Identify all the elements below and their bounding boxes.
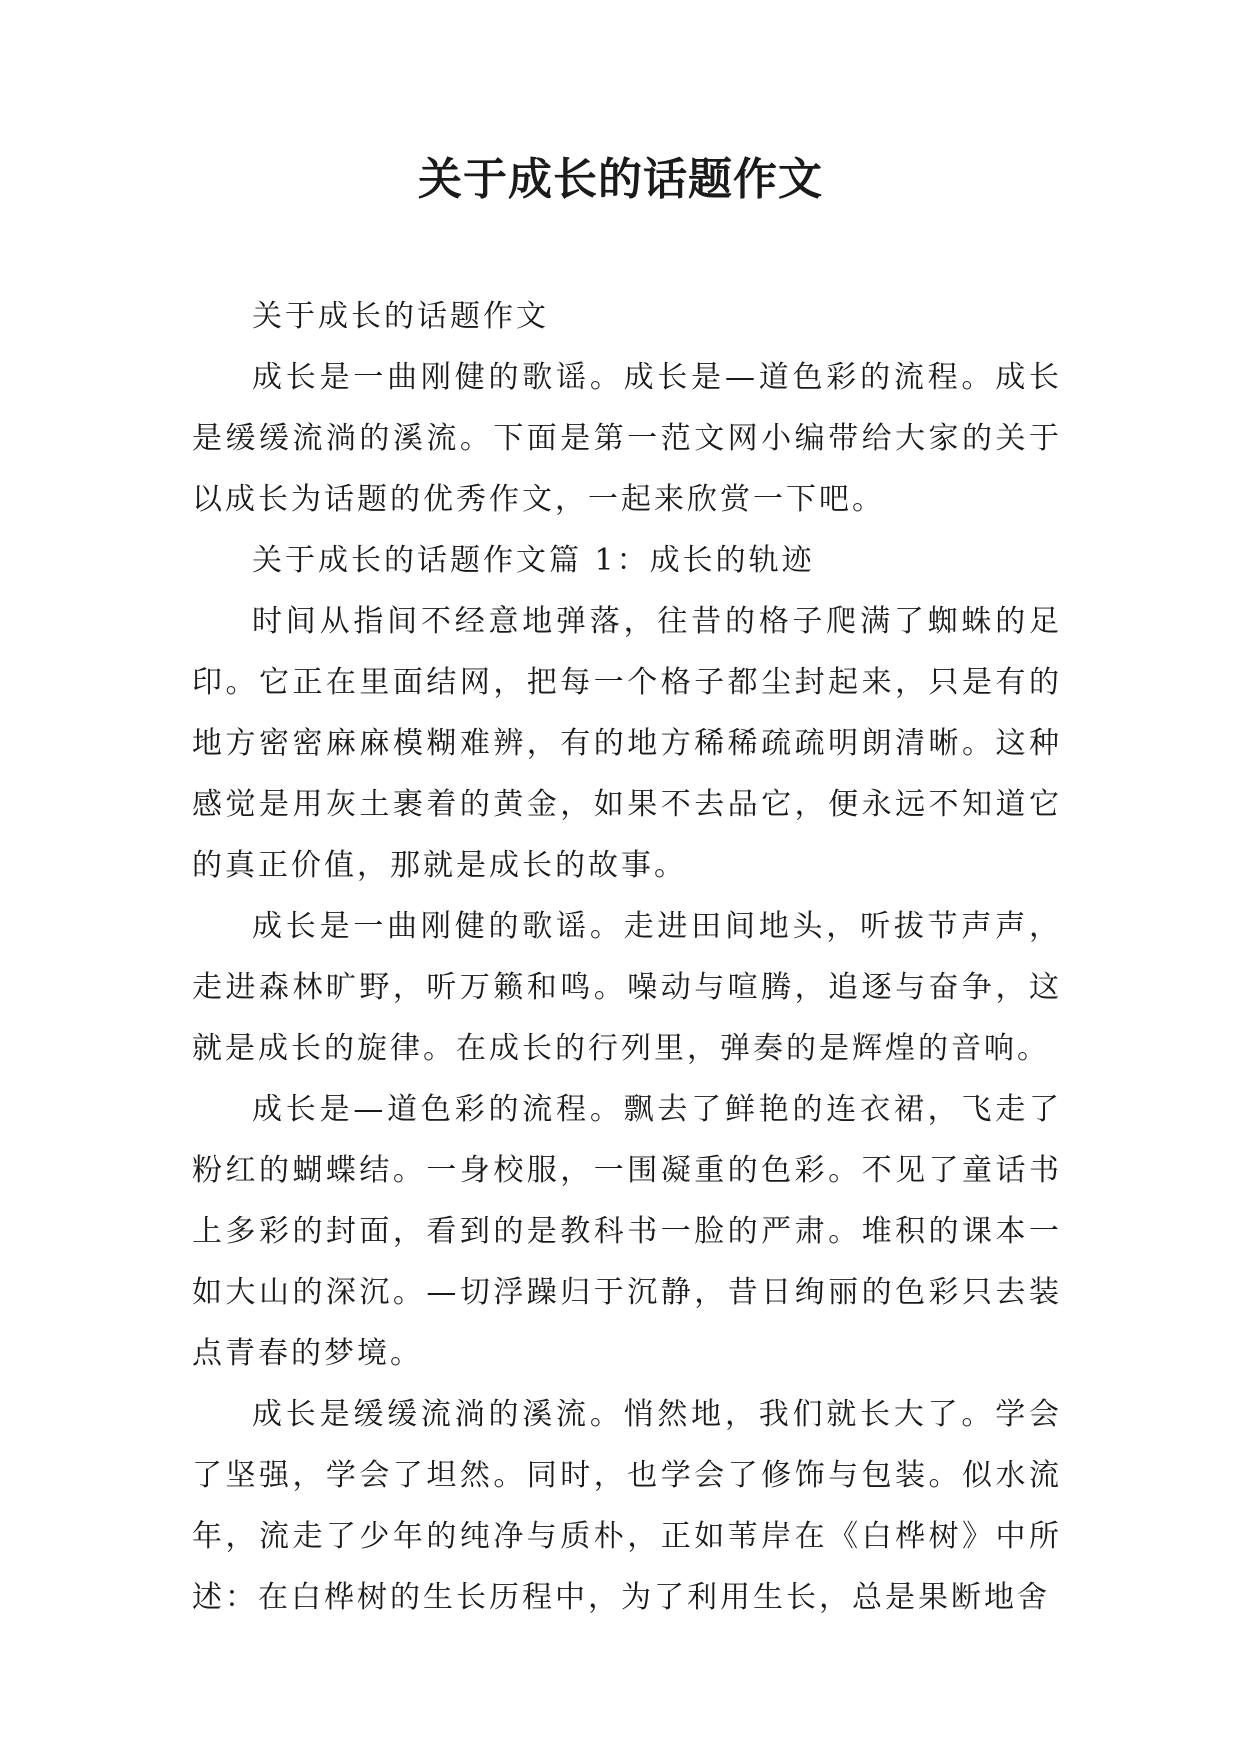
paragraph-body: 成长是缓缓流淌的溪流。悄然地，我们就长大了。学会了坚强，学会了坦然。同时，也学会了修饰与包装。似水流年，流走了少年的纯净与质朴，正如苇岸在《白桦树》中所述：在白桦树的生长历程中，为了利用生长，总是果断地舍 (192, 1397, 1062, 1615)
document-body (192, 286, 1062, 1628)
document-title: 关于成长的话题作文 (418, 154, 823, 205)
paragraph-subtitle: 关于成长的话题作文 (252, 299, 549, 334)
paragraph-body: 时间从指间不经意地弹落，往昔的格子爬满了蜘蛛的足印。它正在里面结网，把每一个格子都尘封起来，只是有的地方密密麻麻模糊难辨，有的地方稀稀疏疏明朗清晰。这种感觉是用灰土裹着的黄金，如果不去品它，便永远不知道它的真正价值，那就是成长的故事。 (192, 604, 1062, 883)
paragraph-body: 成长是一曲刚健的歌谣。走进田间地头，听拔节声声，走进森林旷野，听万籁和鸣。噪动与喧腾，追逐与奋争，这就是成长的旋律。在成长的行列里，弹奏的是辉煌的音响。 (192, 909, 1062, 1066)
paragraph-section-heading: 关于成长的话题作文篇 1：成长的轨迹 (252, 543, 815, 578)
paragraph-intro: 成长是一曲刚健的歌谣。成长是—道色彩的流程。成长是缓缓流淌的溪流。下面是第一范文网小编带给大家的关于以成长为话题的优秀作文，一起来欣赏一下吧。 (192, 360, 1062, 517)
paragraph-body: 成长是—道色彩的流程。飘去了鲜艳的连衣裙，飞走了粉红的蝴蝶结。一身校服，一围凝重的色彩。不见了童话书上多彩的封面，看到的是教科书一脸的严肃。堆积的课本一如大山的深沉。—切浮躁归于沉静，昔日绚丽的色彩只去装点青春的梦境。 (192, 1092, 1062, 1371)
